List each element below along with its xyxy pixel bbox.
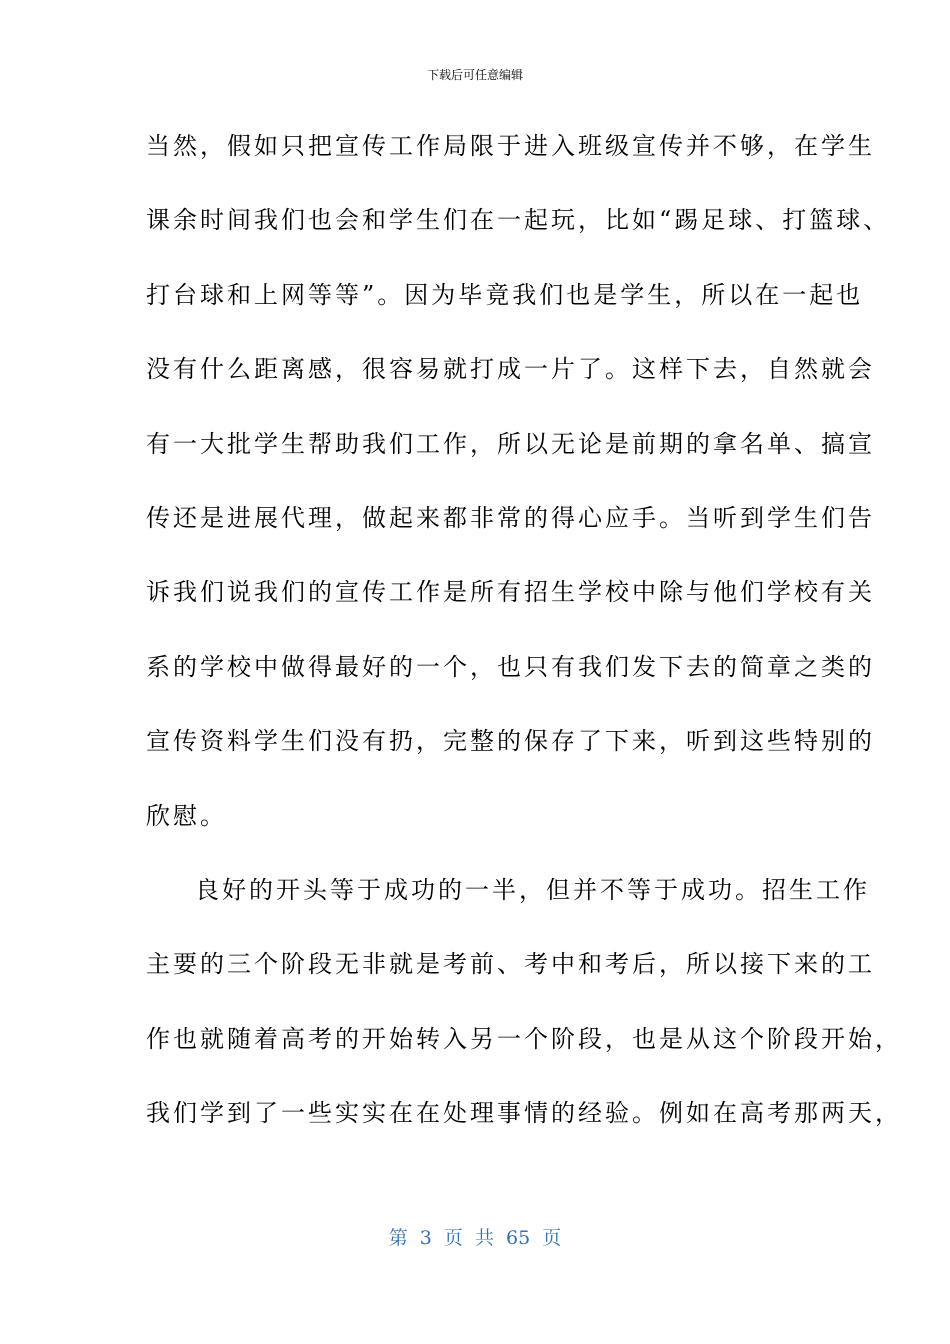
body-line-5: 有一大批学生帮助我们工作，所以无论是前期的拿名单、搞宣 [146, 429, 875, 458]
body-line-1: 当然，假如只把宣传工作局限于进入班级宣传并不够，在学生 [146, 132, 875, 160]
body-line-2: 课余时间我们也会和学生们在一起玩，比如“踢足球、打篮球、 [146, 206, 891, 235]
document-body [146, 122, 902, 1163]
body-line-14: 我们学到了一些实实在在处理事情的经验。例如在高考那两天， [146, 1099, 902, 1128]
body-line-6: 传还是进展代理，做起来都非常的得心应手。当听到学生们告 [146, 503, 875, 532]
body-line-12: 主要的三个阶段无非就是考前、考中和考后，所以接下来的工 [146, 950, 875, 979]
body-line-13: 作也就随着高考的开始转入另一个阶段，也是从这个阶段开始， [146, 1024, 902, 1053]
body-line-3: 打台球和上网等等”。因为毕竟我们也是学生，所以在一起也 [146, 280, 864, 309]
body-line-8: 系的学校中做得最好的一个，也只有我们发下去的简章之类的 [146, 652, 875, 681]
page-header-note: 下载后可任意编辑 [426, 68, 523, 82]
body-line-10: 欣慰。 [146, 801, 227, 830]
body-line-7: 诉我们说我们的宣传工作是所有招生学校中除与他们学校有关 [146, 578, 875, 607]
paragraph-start-line: 良好的开头等于成功的一半，但并不等于成功。招生工作 [195, 875, 870, 904]
body-line-4: 没有什么距离感，很容易就打成一片了。这样下去，自然就会 [146, 355, 875, 384]
body-line-9: 宣传资料学生们没有扔，完整的保存了下来，听到这些特别的 [146, 727, 875, 756]
page-number-footer: 第 3 页 共 65 页 [388, 1227, 562, 1249]
